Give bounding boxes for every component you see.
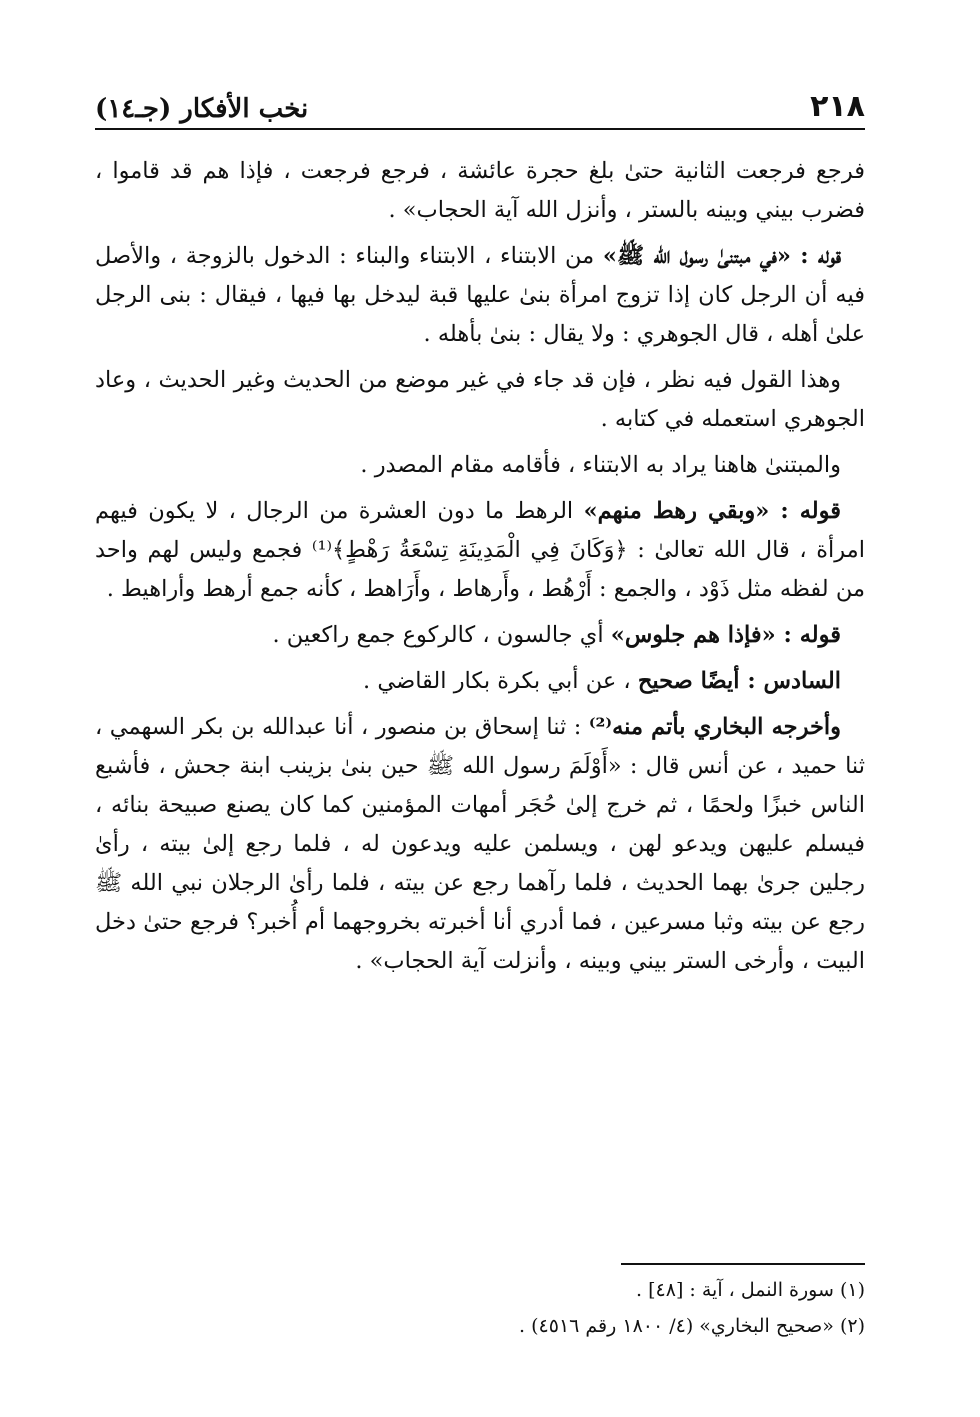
footnote-1: (١) سورة النمل ، آية : [٤٨] .: [636, 1279, 865, 1301]
paragraph-text: والمبتنىٰ هاهنا يراد به الابتناء ، فأقامه مقام المصدر .: [360, 452, 841, 478]
paragraph-8: [95, 708, 865, 981]
paragraph-3: [95, 361, 865, 439]
paragraph-1: [95, 152, 865, 230]
book-title: نخب الأفكار (جـ١٤): [95, 94, 309, 124]
paragraph-text: وهذا القول فيه نظر ، فإن قد جاء في غير موضع من الحديث وغير الحديث ، وعاد الجوهري استعمله في كتابه .: [95, 367, 865, 432]
paragraph-text: الرهط ما دون العشرة من الرجال ، لا يكون فيهم امرأة ، قال الله تعالىٰ : ﴿وَكَانَ فِي الْمَدِينَةِ تِسْعَةُ رَهْطٍ﴾⁽¹⁾ فجمع وليس لهم واحد من لفظه مثل ذَوْد ، والجمع : أَرْهُط ، وأَرهاط ، وأَرَاهط ، كأنه جمع أرهط وأراهيط .: [95, 498, 865, 602]
paragraph-5: [95, 492, 865, 609]
paragraph-text: ، عن أبي بكرة بكار القاضي .: [363, 668, 638, 694]
paragraph-text: أي جالسون ، كالركوع جمع راكعين .: [272, 622, 611, 648]
paragraph-lead: قوله : «في مبتنىٰ رسول الله ﷺ»: [602, 243, 841, 269]
page-number: ٢١٨: [810, 89, 865, 124]
header-rule: [95, 128, 865, 130]
paragraph-lead: السادس : أيضًا صحيح: [637, 668, 841, 694]
paragraph-7: [95, 662, 865, 701]
paragraph-lead: قوله : «وبقي رهط منهم»: [583, 498, 842, 524]
paragraph-text: فرجع فرجعت الثانية حتىٰ بلغ حجرة عائشة ، فرجع فرجعت ، فإذا هم قد قاموا ، فضرب بيني وبينه بالستر ، وأنزل الله آية الحجاب» .: [95, 158, 865, 223]
paragraph-text: : ثنا إسحاق بن منصور ، أنا عبدالله بن بكر السهمي ، ثنا حميد ، عن أنس قال : «أَوْلَمَ رسول الله ﷺ حين بنىٰ بزينب ابنة جحش ، فأشبع الناس خبزًا ولحمًا ، ثم خرج إلىٰ حُجَر أمهات المؤمنين كما كان يصنع صبيحة بنائه ، فيسلم عليهن ويدعو لهن ، ويسلمن عليه ويدعون له ، فلما رجع إلىٰ بيته ، رأىٰ رجلين جرىٰ بهما الحديث ، فلما رآهما رجع عن بيته ، فلما رأىٰ الرجلان نبي الله ﷺ رجع عن بيته وثبا مسرعين ، فما أدري أنا أخبرته بخروجهما أم أُخبر؟ فرجع حتىٰ دخل البيت ، وأرخى الستر بيني وبينه ، وأنزلت آية الحجاب» .: [95, 714, 865, 974]
running-header: [95, 84, 865, 124]
paragraph-lead: قوله : «فإذا هم جلوس»: [610, 622, 841, 648]
paragraph-4: [95, 446, 865, 485]
footnotes: [95, 1272, 865, 1344]
paragraph-text: من الابتناء ، الابتناء والبناء : الدخول بالزوجة ، والأصل فيه أن الرجل كان إذا تزوج امرأة بنىٰ عليها قبة ليدخل بها فيها ، فيقال : بنى الرجل علىٰ أهله ، قال الجوهري : ولا يقال : بنىٰ بأهله .: [95, 243, 865, 347]
footnote-2: (٢) «صحيح البخاري» (٤/ ١٨٠٠ رقم ٤٥١٦) .: [519, 1315, 865, 1337]
paragraph-2: [95, 237, 865, 354]
paragraph-6: [95, 616, 865, 655]
book-page: [95, 0, 865, 1417]
paragraph-lead: وأخرجه البخاري بأتم منه⁽²⁾: [588, 714, 842, 740]
body-text: [95, 152, 865, 988]
footnote-rule: [621, 1263, 865, 1265]
